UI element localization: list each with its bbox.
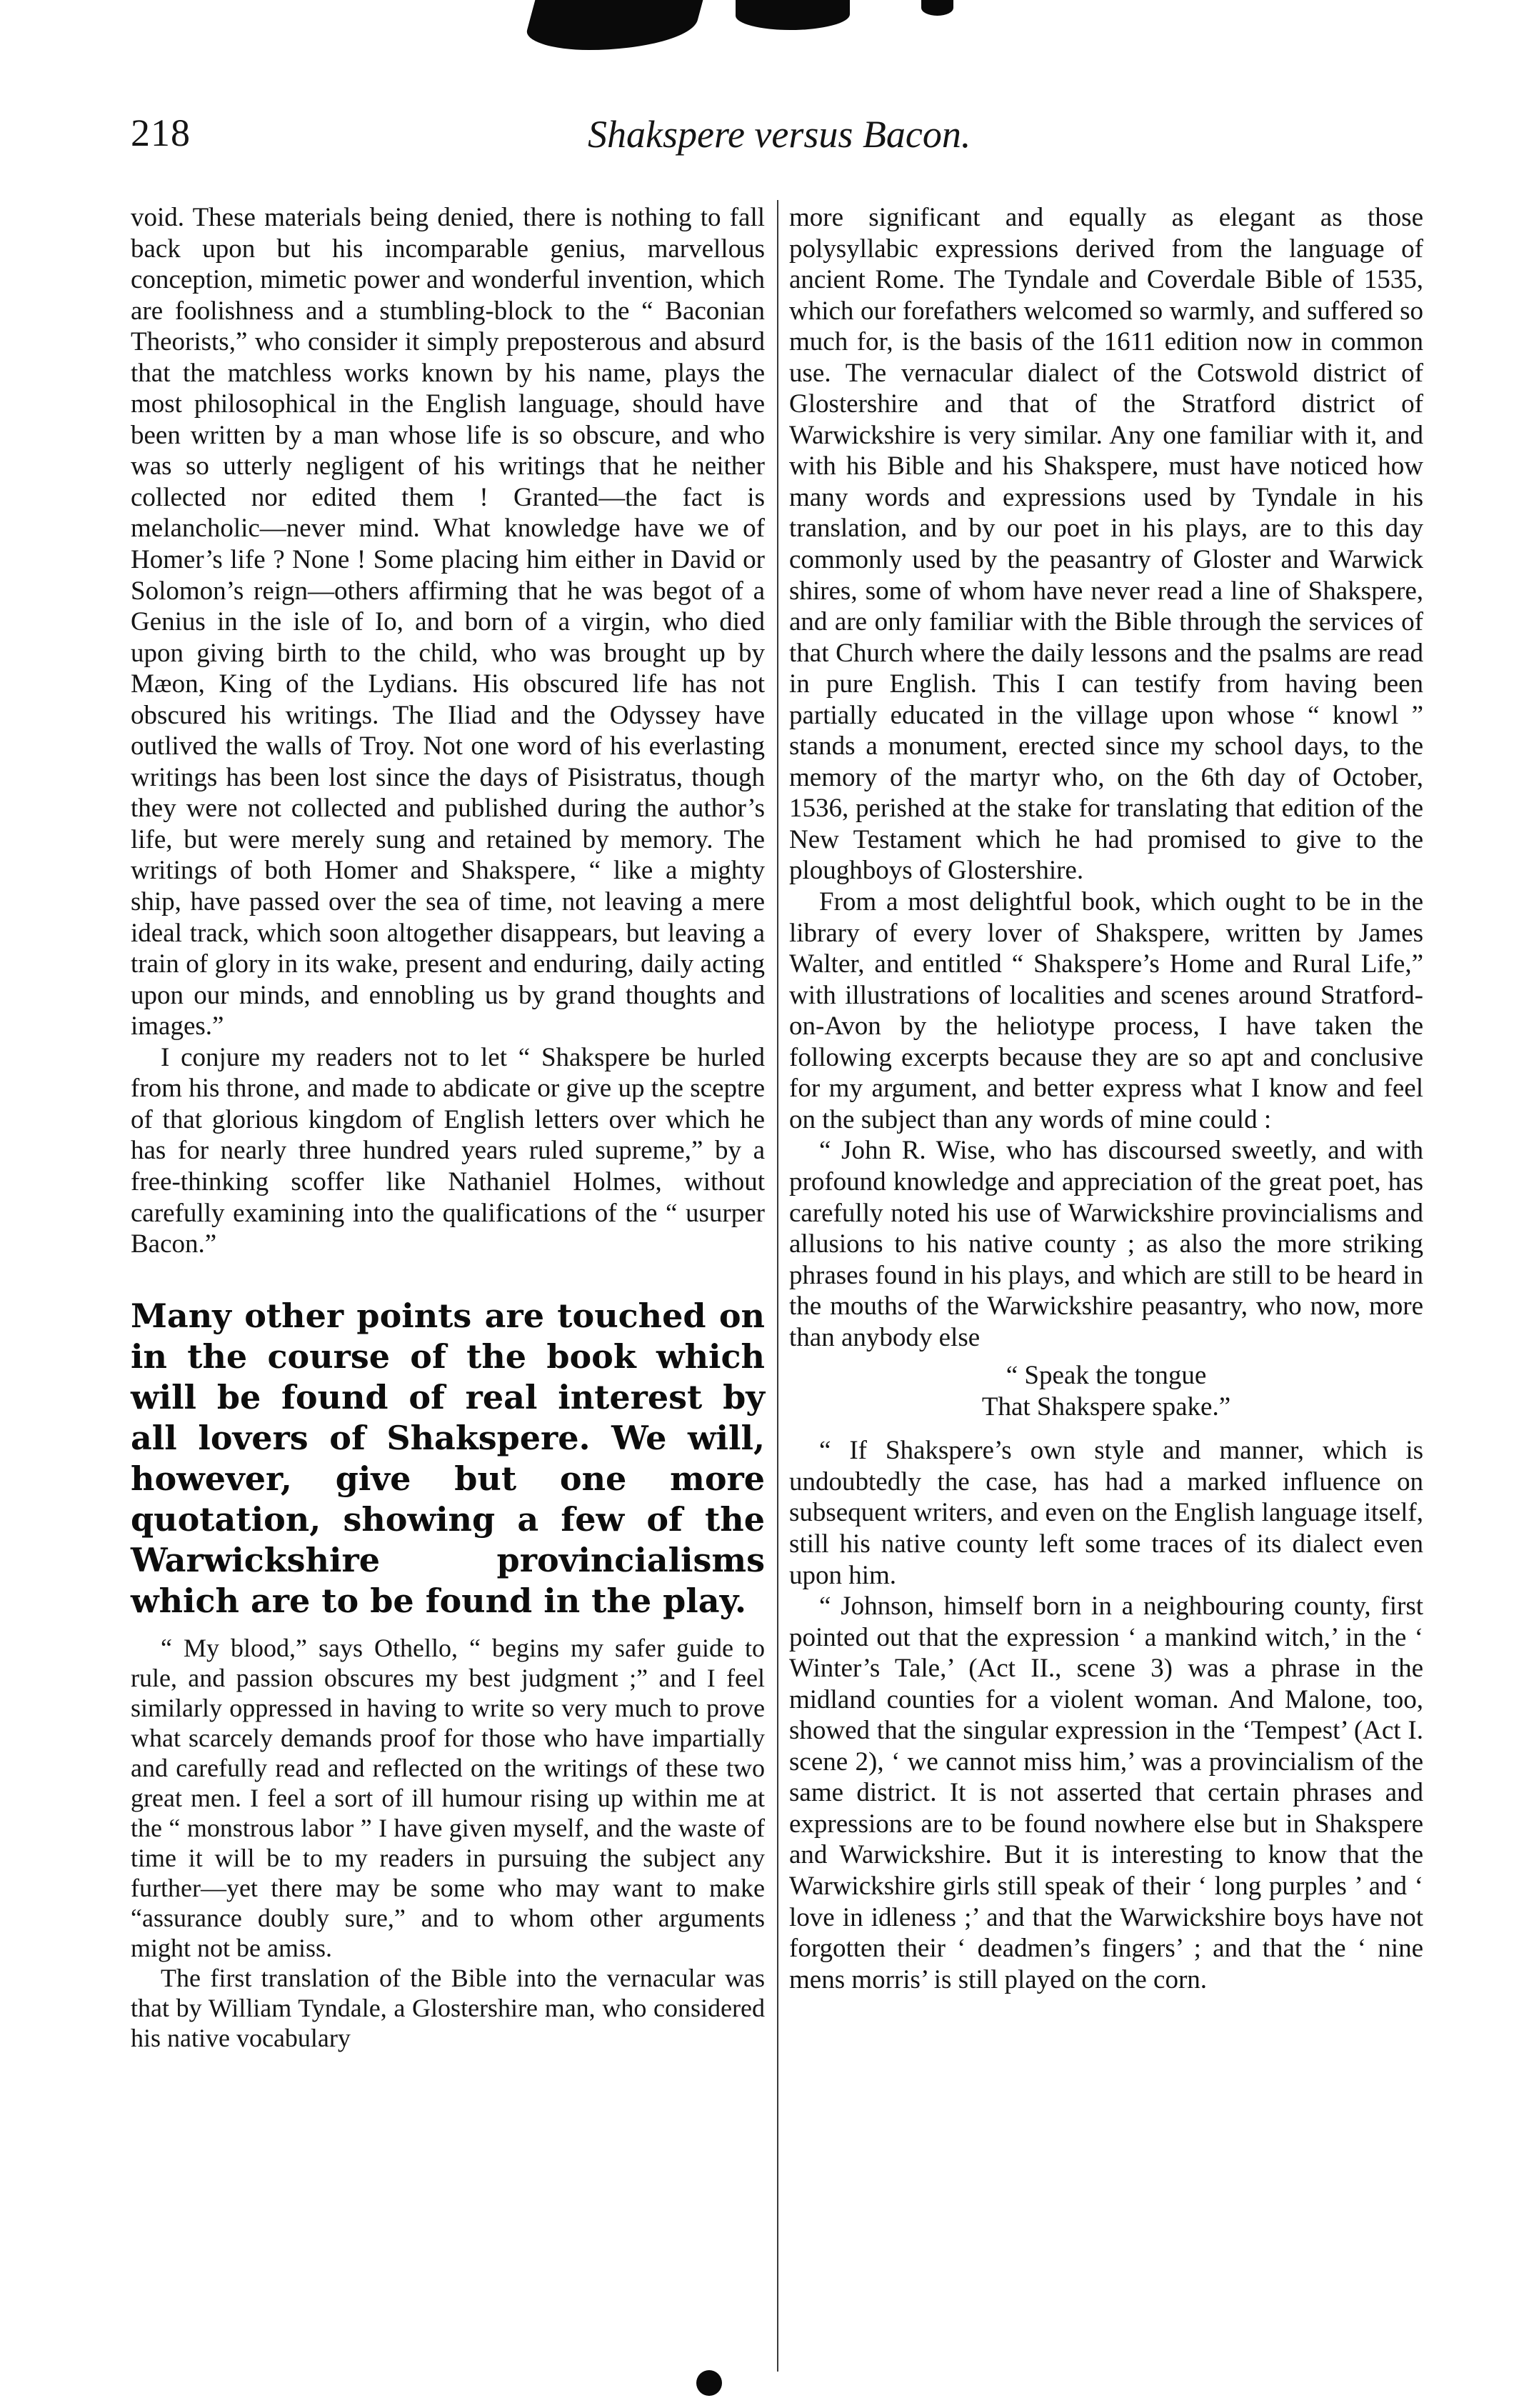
ink-blot	[522, 0, 703, 50]
ink-blot	[696, 2370, 722, 2396]
paragraph: “ If Shakspere’s own style and manner, which is undoubtedly the case, has had a marked influence on subsequent writers, and even on the English language itself, still his native county left some traces of its dialect even upon him.	[789, 1436, 1423, 1590]
right-column	[789, 202, 1423, 1995]
paragraph: I conjure my readers not to let “ Shakspere be hurled from his throne, and made to abdicate or give up the sceptre of that glorious kingdom of English letters over which he has for nearly three hundred years ruled supreme,” by a free-thinking scoffer like Nathaniel Holmes, without carefully examining into the qualifications of the “ usurper Bacon.”	[131, 1042, 765, 1259]
paragraph: more significant and equally as elegant as those polysyllabic expressions derived from the language of ancient Rome. The Tyndale and Coverdale Bible of 1535, which our forefathers welcomed so warmly, and suffered so much for, is the basis of the 1611 edition now in common use. The vernacular dialect of the Cotswold district of Glostershire and that of the Stratford district of Warwickshire is very similar. Any one familiar with it, and with his Bible and his Shakspere, must have noticed how many words and expressions used by Tyndale in his translation, and by our poet in his plays, are to this day commonly used by the peasantry of Gloster and Warwick shires, some of whom have never read a line of Shakspere, and are only familiar with the Bible through the services of that Church where the daily lessons and the psalms are read in pure English. This I can testify from having been partially educated in the village upon whose “ knowl ” stands a monument, erected since my school days, to the memory of the martyr who, on the 6th day of October, 1536, perished at the stake for translating that edition of the New Testament which he had promised to give to the ploughboys of Glostershire.	[789, 203, 1423, 886]
paragraph: void. These materials being denied, there is nothing to fall back upon but his incomparable genius, marvellous conception, mimetic power and wonderful invention, which are foolishness and a stumbling-block to the “ Baconian Theorists,” who consider it simply preposterous and absurd that the matchless works known by his name, plays the most philosophical in the English language, should have been written by a man whose life is so obscure, and who was so utterly negligent of his writings that he neither collected nor edited them ! Granted—the fact is melancholic—never mind. What knowledge have we of Homer’s life ? None ! Some placing him either in David or Solomon’s reign—others affirming that he was begot of a Genius in the isle of Io, and born of a virgin, who died upon giving birth to the child, who was brought up by Mæon, King of the Lydians. His obscured life has not obscured his writings. The Iliad and the Odyssey have outlived the walls of Troy. Not one word of his everlasting writings has been lost since the days of Pisistratus, though they were not collected and published during the author’s life, but were merely sung and retained by memory. The writings of both Homer and Shakspere, “ like a mighty ship, have passed over the sea of time, not leaving a mere ideal track, which soon altogether disappears, but leaving a train of glory in its wake, present and enduring, daily acting upon our minds, and ennobling us by grand thoughts and images.”	[131, 203, 765, 1041]
editor-note: Many other points are touched on in the course of the book which will be found of real interest by all lovers of Shakspere. We will, however, give but one more quotation, showing a few of the Warwickshire provincialisms which are to be found in the play.	[131, 1296, 765, 1620]
left-column	[131, 202, 765, 2053]
column-divider	[777, 200, 778, 2372]
verse-line: That Shakspere spake.”	[981, 1392, 1231, 1422]
paragraph: “ My blood,” says Othello, “ begins my safer guide to rule, and passion obscures my best judgment ;” and I feel similarly oppressed in having to write so very much to prove what scarcely demands proof for those who have impartially and carefully read and reflected on the writings of these two great men. I feel a sort of ill humour rising up within me at the “ monstrous labor ” I have given myself, and the waste of time it will be to my readers in pursuing the subject any further—yet there may be some who may want to make “assurance doubly sure,” and to whom other arguments might not be amiss.	[131, 1633, 765, 1962]
paragraph: “ John R. Wise, who has discoursed sweetly, and with profound knowledge and appreciation of the great poet, has carefully noted his use of Warwickshire provincialisms and allusions to his native county ; as also the more striking phrases found in his plays, and which are still to be heard in the mouths of the Warwickshire peasantry, who now, more than anybody else	[789, 1136, 1423, 1352]
ink-blot	[736, 0, 850, 30]
running-title: Shakspere versus Bacon.	[588, 113, 971, 156]
page-number: 218	[131, 111, 191, 154]
running-head	[131, 111, 1409, 168]
paragraph: The first translation of the Bible into the vernacular was that by William Tyndale, a Glostershire man, who considered his native vocabulary	[131, 1963, 765, 2052]
ink-blot	[921, 0, 953, 16]
verse-line: “ Speak the tongue	[1006, 1361, 1207, 1391]
paragraph: “ Johnson, himself born in a neighbouring county, first pointed out that the expression ‘ a mankind witch,’ in the ‘ Winter’s Tale,’ (Act II., scene 3) was a phrase in the midland counties for a violent woman. And Malone, too, showed that the singular expression in the ‘Tempest’ (Act I. scene 2), ‘ we cannot miss him,’ was a provincialism of the same district. It is not asserted that certain phrases and expressions are to be found nowhere else but in Shakspere and Warwickshire. But it is interesting to know that the Warwickshire girls still speak of their ‘ long purples ’ and ‘ love in idleness ;’ and that the Warwickshire boys have not forgotten their ‘ deadmen’s fingers’ ; and that the ‘ nine mens morris’ is still played on the corn.	[789, 1592, 1423, 1994]
paragraph: From a most delightful book, which ought to be in the library of every lover of Shakspere, written by James Walter, and entitled “ Shakspere’s Home and Rural Life,” with illustrations of localities and scenes around Stratford-on-Avon by the heliotype process, I have taken the following excerpts because they are so apt and conclusive for my argument, and better express what I know and feel on the subject than any words of mine could :	[789, 887, 1423, 1134]
verse-quote	[789, 1360, 1423, 1422]
